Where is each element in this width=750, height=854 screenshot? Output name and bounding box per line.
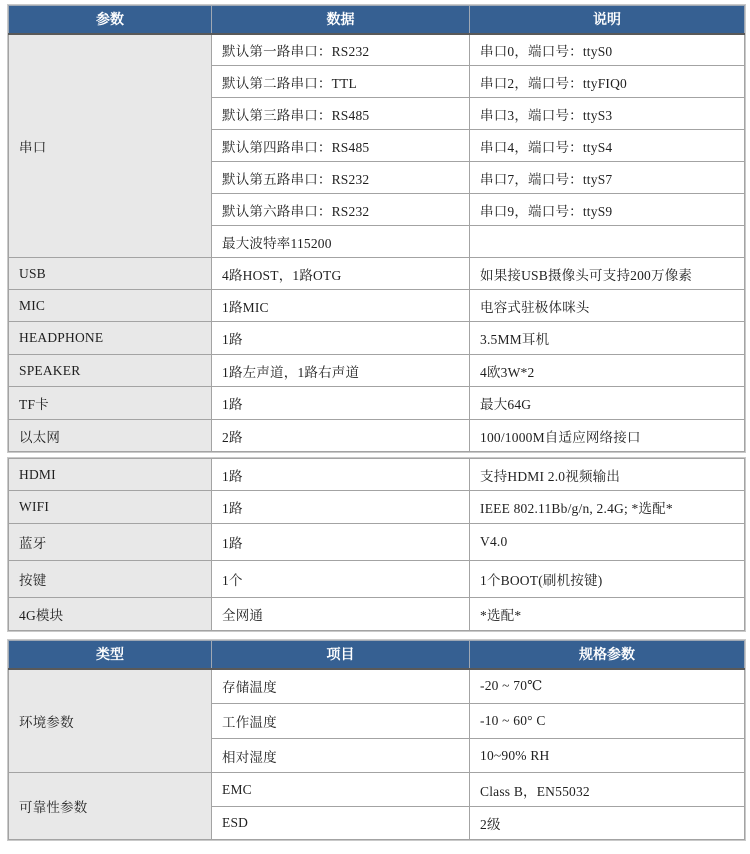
spec-cell: 2级 [470, 807, 745, 840]
table-row [9, 459, 745, 491]
data-cell: 全网通 [212, 598, 470, 631]
desc-cell: 串口3，端口号：ttyS3 [470, 98, 745, 130]
document-page [8, 5, 744, 840]
table-row [9, 773, 745, 807]
spec-table-continued [8, 458, 745, 631]
desc-cell: 串口9，端口号：ttyS9 [470, 194, 745, 226]
desc-cell: 4欧3W*2 [470, 355, 745, 387]
desc-cell: 串口0，端口号：ttyS0 [470, 34, 745, 66]
column-header-type: 类型 [9, 641, 212, 669]
param-cell: SPEAKER [9, 355, 212, 387]
desc-cell: 如果接USB摄像头可支持200万像素 [470, 258, 745, 290]
column-header-param: 参数 [9, 6, 212, 34]
data-cell: 1路 [212, 524, 470, 561]
spec-cell: 10~90% RH [470, 739, 745, 773]
data-cell: 4路HOST，1路OTG [212, 258, 470, 290]
data-cell: 2路 [212, 420, 470, 452]
desc-cell: 3.5MM耳机 [470, 322, 745, 355]
desc-cell: 100/1000M自适应网络接口 [470, 420, 745, 452]
param-cell: 按键 [9, 561, 212, 598]
desc-cell: 串口2，端口号：ttyFIQ0 [470, 66, 745, 98]
data-cell: 默认第二路串口：TTL [212, 66, 470, 98]
table-row [9, 387, 745, 420]
data-cell: 1路 [212, 491, 470, 524]
env-table-header-row [9, 641, 745, 669]
desc-cell: 电容式驻极体咪头 [470, 290, 745, 322]
item-cell: 存储温度 [212, 669, 470, 704]
item-cell: 相对湿度 [212, 739, 470, 773]
data-cell: 默认第五路串口：RS232 [212, 162, 470, 194]
column-header-item: 项目 [212, 641, 470, 669]
param-cell: HDMI [9, 459, 212, 491]
param-cell: USB [9, 258, 212, 290]
param-cell: 蓝牙 [9, 524, 212, 561]
param-cell: 以太网 [9, 420, 212, 452]
table-row [9, 669, 745, 704]
desc-cell: *选配* [470, 598, 745, 631]
data-cell: 1路 [212, 459, 470, 491]
data-cell: 1路 [212, 387, 470, 420]
data-cell: 1个 [212, 561, 470, 598]
param-cell: MIC [9, 290, 212, 322]
desc-cell: 最大64G [470, 387, 745, 420]
item-cell: EMC [212, 773, 470, 807]
table-row [9, 290, 745, 322]
param-cell-serial: 串口 [9, 34, 212, 258]
param-cell: 4G模块 [9, 598, 212, 631]
item-cell: 工作温度 [212, 704, 470, 739]
column-header-desc: 说明 [470, 6, 745, 34]
data-cell: 默认第一路串口：RS232 [212, 34, 470, 66]
data-cell: 最大波特率115200 [212, 226, 470, 258]
table-row [9, 598, 745, 631]
desc-cell: 支持HDMI 2.0视频输出 [470, 459, 745, 491]
desc-cell: 串口7，端口号：ttyS7 [470, 162, 745, 194]
param-cell: TF卡 [9, 387, 212, 420]
type-cell-reliability: 可靠性参数 [9, 773, 212, 840]
desc-cell: IEEE 802.11Bb/g/n, 2.4G; *选配* [470, 491, 745, 524]
column-header-data: 数据 [212, 6, 470, 34]
data-cell: 默认第三路串口：RS485 [212, 98, 470, 130]
param-cell: WIFI [9, 491, 212, 524]
spec-table [8, 5, 745, 452]
data-cell: 默认第六路串口：RS232 [212, 194, 470, 226]
data-cell: 1路左声道，1路右声道 [212, 355, 470, 387]
data-cell: 1路 [212, 322, 470, 355]
table-row [9, 561, 745, 598]
env-table [8, 640, 745, 840]
table-row [9, 420, 745, 452]
column-header-spec: 规格参数 [470, 641, 745, 669]
desc-cell: 串口4，端口号：ttyS4 [470, 130, 745, 162]
table-gap [8, 631, 744, 640]
spec-cell: -20 ~ 70℃ [470, 669, 745, 704]
table-row [9, 258, 745, 290]
desc-cell: 1个BOOT(刷机按键) [470, 561, 745, 598]
table-row [9, 491, 745, 524]
spec-table-header-row [9, 6, 745, 34]
desc-cell [470, 226, 745, 258]
item-cell: ESD [212, 807, 470, 840]
table-row [9, 524, 745, 561]
type-cell-environment: 环境参数 [9, 669, 212, 773]
table-row [9, 322, 745, 355]
param-cell: HEADPHONE [9, 322, 212, 355]
desc-cell: V4.0 [470, 524, 745, 561]
table-row [9, 34, 745, 66]
spec-cell: Class B，EN55032 [470, 773, 745, 807]
data-cell: 默认第四路串口：RS485 [212, 130, 470, 162]
table-row [9, 355, 745, 387]
data-cell: 1路MIC [212, 290, 470, 322]
spec-cell: -10 ~ 60° C [470, 704, 745, 739]
